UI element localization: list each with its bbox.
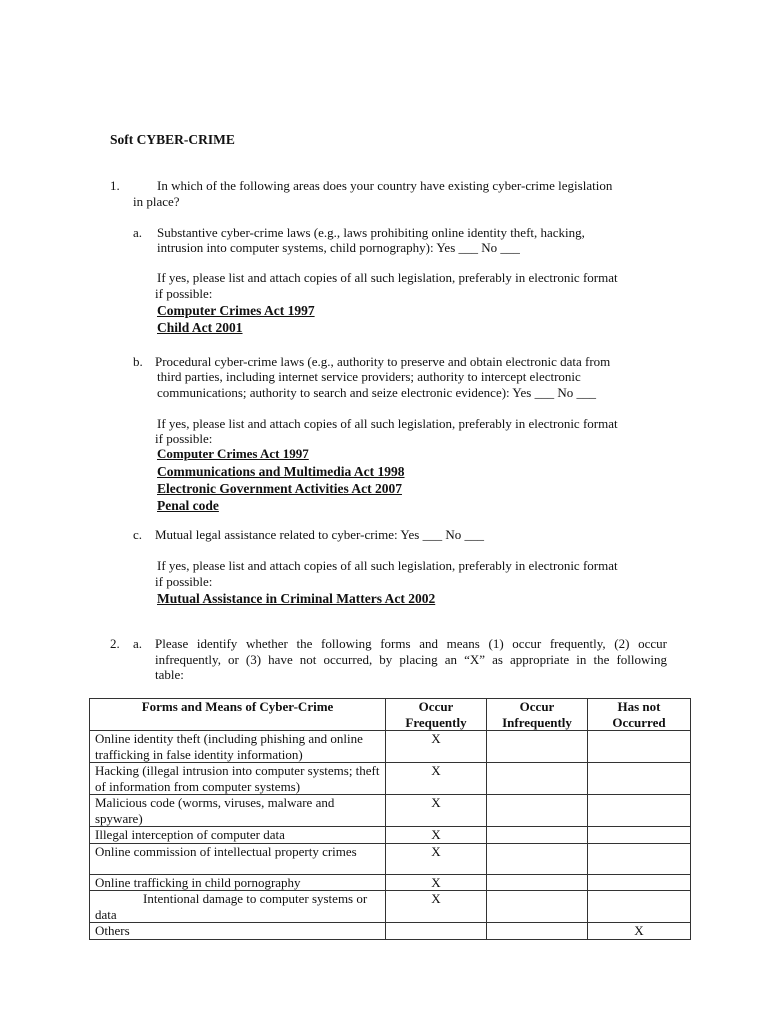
mark-frequently: X bbox=[386, 795, 487, 827]
question-2a-label: a. bbox=[133, 636, 143, 651]
question-1b-law-4: Penal code bbox=[157, 498, 219, 513]
header-has-not-occurred: Has not Occurred bbox=[588, 699, 691, 731]
mark-infrequently bbox=[487, 731, 588, 763]
table-row bbox=[90, 763, 691, 795]
question-1b-ifyes-line1: If yes, please list and attach copies of all such legislation, preferably in electronic format bbox=[157, 416, 618, 431]
question-1b-ifyes-line2: if possible: bbox=[155, 431, 213, 446]
question-1c-line1: Mutual legal assistance related to cyber-crime: Yes ___ No ___ bbox=[155, 527, 484, 542]
row-form: Online identity theft (including phishing and online trafficking in false identity information) bbox=[90, 731, 386, 763]
mark-frequently: X bbox=[386, 874, 487, 891]
question-1b-label: b. bbox=[133, 354, 143, 369]
question-1-number: 1. bbox=[110, 178, 120, 193]
row-form-text: Intentional damage to computer systems or data bbox=[95, 891, 368, 922]
row-form: Malicious code (worms, viruses, malware and spyware) bbox=[90, 795, 386, 827]
question-1a-ifyes-line2: if possible: bbox=[155, 286, 213, 301]
question-1a-line2: intrusion into computer systems, child pornography): Yes ___ No ___ bbox=[157, 240, 520, 255]
mark-frequently: X bbox=[386, 763, 487, 795]
mark-infrequently bbox=[487, 891, 588, 923]
header-forms: Forms and Means of Cyber-Crime bbox=[90, 699, 386, 731]
question-1a-label: a. bbox=[133, 225, 143, 240]
question-2-line2: infrequently, or (3) have not occurred, by placing an “X” as appropriate in the following bbox=[155, 652, 667, 667]
table-row bbox=[90, 891, 691, 923]
question-1b-line1: Procedural cyber-crime laws (e.g., authority to preserve and obtain electronic data from bbox=[155, 354, 611, 369]
question-1a-law-2: Child Act 2001 bbox=[157, 320, 243, 335]
table-row bbox=[90, 731, 691, 763]
header-occur-infrequently: Occur Infrequently bbox=[487, 699, 588, 731]
mark-not-occurred bbox=[588, 827, 691, 844]
question-1b-law-3: Electronic Government Activities Act 2007 bbox=[157, 481, 402, 496]
question-2-number: 2. bbox=[110, 636, 120, 651]
question-1c-law-1: Mutual Assistance in Criminal Matters Act 2002 bbox=[157, 591, 436, 606]
row-form: Others bbox=[90, 923, 386, 940]
page-title: Soft CYBER-CRIME bbox=[110, 132, 235, 147]
mark-infrequently bbox=[487, 795, 588, 827]
mark-infrequently bbox=[487, 923, 588, 940]
question-2-line3: table: bbox=[155, 667, 184, 682]
table-row bbox=[90, 827, 691, 844]
table-header-row bbox=[90, 699, 691, 731]
mark-not-occurred bbox=[588, 843, 691, 874]
mark-not-occurred bbox=[588, 763, 691, 795]
question-1a-line1: Substantive cyber-crime laws (e.g., laws prohibiting online identity theft, hacking, bbox=[157, 225, 585, 240]
row-form: Online commission of intellectual property crimes bbox=[90, 843, 386, 874]
mark-frequently: X bbox=[386, 731, 487, 763]
mark-frequently: X bbox=[386, 891, 487, 923]
mark-not-occurred bbox=[588, 731, 691, 763]
cyber-crime-forms-table bbox=[89, 698, 691, 940]
question-1c-ifyes-line1: If yes, please list and attach copies of all such legislation, preferably in electronic format bbox=[157, 558, 618, 573]
header-occur-frequently: Occur Frequently bbox=[386, 699, 487, 731]
table-row bbox=[90, 874, 691, 891]
row-form: Online trafficking in child pornography bbox=[90, 874, 386, 891]
question-1a-ifyes-line1: If yes, please list and attach copies of all such legislation, preferably in electronic format bbox=[157, 270, 618, 285]
mark-infrequently bbox=[487, 874, 588, 891]
question-1b-line2: third parties, including internet service providers; authority to intercept electronic bbox=[157, 369, 581, 384]
question-1b-law-1: Computer Crimes Act 1997 bbox=[157, 446, 309, 461]
table-row bbox=[90, 795, 691, 827]
question-1-text-line2: in place? bbox=[133, 194, 180, 209]
mark-frequently: X bbox=[386, 843, 487, 874]
mark-infrequently bbox=[487, 763, 588, 795]
table-row bbox=[90, 843, 691, 874]
question-1a-law-1: Computer Crimes Act 1997 bbox=[157, 303, 315, 318]
question-1c-ifyes-line2: if possible: bbox=[155, 574, 213, 589]
mark-not-occurred bbox=[588, 891, 691, 923]
mark-not-occurred bbox=[588, 874, 691, 891]
row-form bbox=[90, 891, 386, 923]
table-row bbox=[90, 923, 691, 940]
mark-frequently: X bbox=[386, 827, 487, 844]
mark-infrequently bbox=[487, 843, 588, 874]
question-1b-law-2: Communications and Multimedia Act 1998 bbox=[157, 464, 405, 479]
mark-not-occurred: X bbox=[588, 923, 691, 940]
row-form: Hacking (illegal intrusion into computer systems; theft of information from computer systems) bbox=[90, 763, 386, 795]
mark-not-occurred bbox=[588, 795, 691, 827]
question-1-text-line1: In which of the following areas does your country have existing cyber-crime legislation bbox=[157, 178, 613, 193]
mark-infrequently bbox=[487, 827, 588, 844]
mark-frequently bbox=[386, 923, 487, 940]
question-2-line1: Please identify whether the following forms and means (1) occur frequently, (2) occur bbox=[155, 636, 667, 651]
question-1c-label: c. bbox=[133, 527, 143, 542]
question-1b-line3: communications; authority to search and seize electronic evidence): Yes ___ No ___ bbox=[157, 385, 596, 400]
row-form: Illegal interception of computer data bbox=[90, 827, 386, 844]
